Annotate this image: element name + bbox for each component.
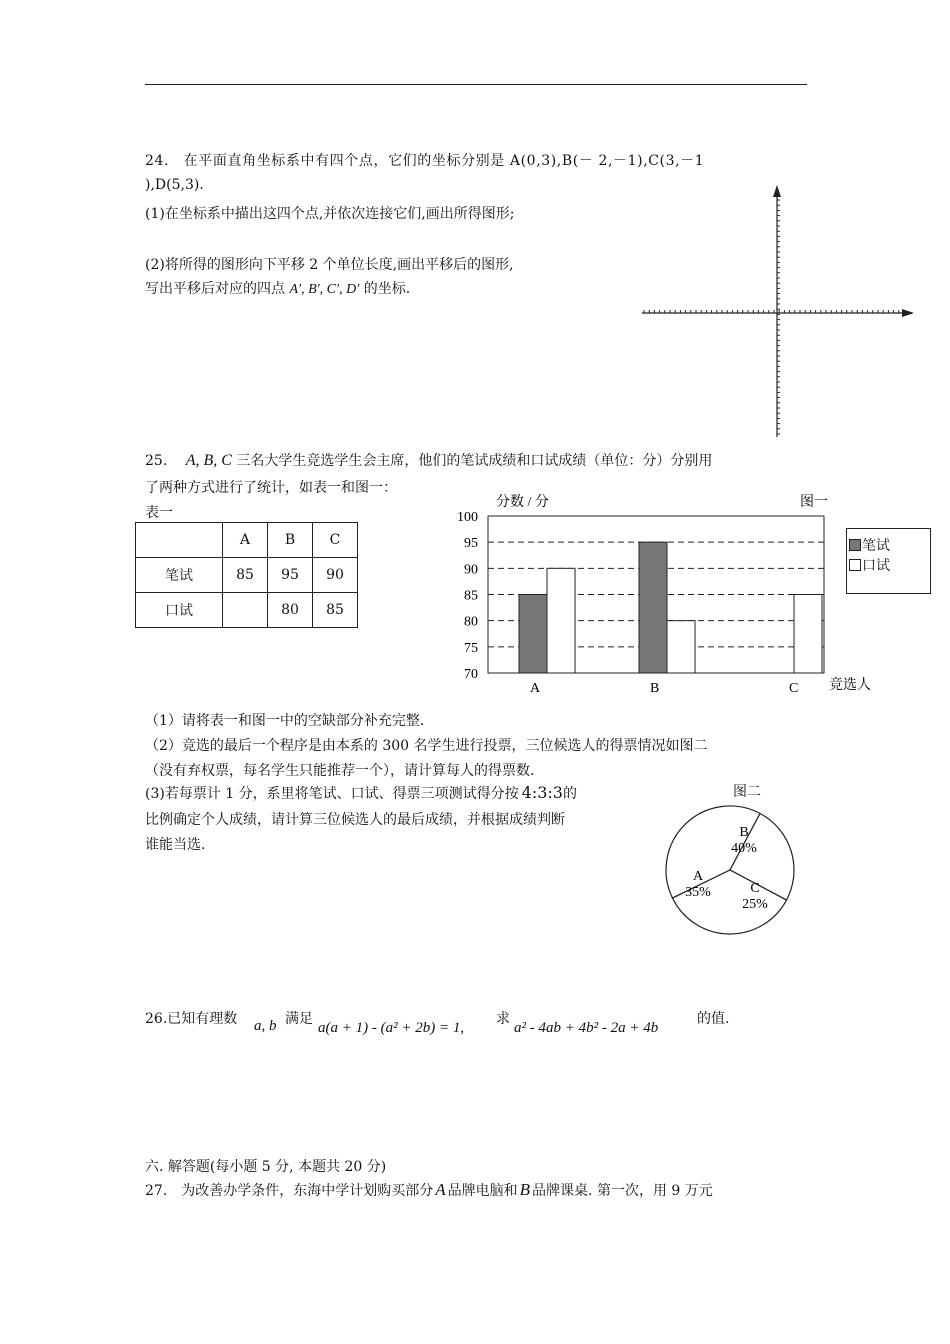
q26-expression: a² - 4ab + 4b² - 2a + 4b — [514, 1020, 659, 1036]
pie-slice-label: B — [739, 825, 749, 840]
q24-line2: ),D(5,3). — [145, 177, 204, 193]
y-tick-label: 95 — [464, 536, 478, 552]
pie-value-label: 40% — [731, 841, 757, 856]
q24-part2b-prefix: 写出平移后对应的四点 — [145, 281, 285, 297]
table-cell: 笔试 — [136, 558, 223, 593]
table-header-cell: B — [268, 523, 313, 558]
legend-swatch — [849, 539, 861, 551]
q26-vars: a, b — [254, 1018, 277, 1034]
y-tick-label: 100 — [457, 510, 478, 525]
legend-item — [849, 535, 890, 555]
pie-title: 图二 — [733, 784, 761, 800]
q27-prefix: 27. 为改善办学条件，东海中学计划购买部分 — [145, 1183, 434, 1199]
q25-num: 25. — [145, 453, 168, 469]
q24-part1: (1)在坐标系中描出这四个点,并依次连接它们,画出所得图形; — [145, 206, 515, 222]
q26-qiu: 求 — [496, 1011, 510, 1027]
q25-sub3b: 比例确定个人成绩，请计算三位候选人的最后成绩，并根据成绩判断 — [145, 812, 565, 828]
q27-var-b: B — [519, 1180, 531, 1199]
score-table — [135, 522, 358, 628]
q24-part2b-suffix: 的坐标. — [363, 281, 411, 297]
chart-legend — [846, 528, 931, 594]
chart-x-label: 竞选人 — [829, 678, 871, 693]
table-cell: 口试 — [136, 593, 223, 628]
q25-intro-rest: 三名大学生竞选学生会主席，他们的笔试成绩和口试成绩（单位：分）分别用 — [236, 453, 713, 469]
table-cell: 85 — [313, 593, 358, 628]
chart-title: 图一 — [800, 495, 828, 510]
table-cell: 80 — [268, 593, 313, 628]
y-axis-arrow-icon — [773, 185, 781, 197]
bar-C-oral — [794, 595, 822, 674]
q25-sub3a — [145, 783, 577, 803]
q25-intro-line2: 了两种方式进行了统计，如表一和图一： — [145, 480, 397, 496]
coordinate-axes — [640, 185, 920, 445]
legend-label: 笔试 — [862, 538, 890, 554]
q25-sub1: （1）请将表一和图一中的空缺部分补充完整. — [145, 713, 425, 729]
pie-chart — [660, 800, 800, 940]
q26-condition: a(a + 1) - (a² + 2b) = 1, — [318, 1020, 465, 1036]
legend-item — [849, 555, 890, 575]
q25-ratio: 4:3:3 — [521, 783, 563, 802]
table-header-row — [136, 523, 358, 558]
q27-mid: 品牌电脑和 — [447, 1183, 518, 1199]
q25-sub3c: 谁能当选. — [145, 837, 206, 853]
table-row — [136, 558, 358, 593]
table-title: 表一 — [145, 505, 173, 521]
table-cell: 90 — [313, 558, 358, 593]
q26-prefix: 26.已知有理数 — [145, 1011, 238, 1027]
q27-suffix: 品牌课桌. 第一次，用 9 万元 — [532, 1183, 713, 1199]
q24-line1: 24. 在平面直角坐标系中有四个点，它们的坐标分别是 A(0,3),B(－ 2,－1),C(3,－1 — [145, 153, 705, 169]
q24-part2a: (2)将所得的图形向下平移 2 个单位长度,画出平移后的图形, — [145, 257, 514, 273]
section-title: 六. 解答题(每小题 5 分, 本题共 20 分) — [145, 1159, 387, 1175]
header-rule — [145, 84, 807, 85]
table-header-cell: C — [313, 523, 358, 558]
table-row — [136, 593, 358, 628]
bar-A-written — [519, 595, 547, 674]
pie-slice-label: A — [692, 869, 704, 884]
q25-sub2b: （没有弃权票，每名学生只能推荐一个），请计算每人的得票数. — [145, 763, 535, 779]
pie-value-label: 35% — [685, 885, 711, 900]
q25-sub3a-text: (3)若每票计 1 分，系里将笔试、口试、得票三项测试得分按 — [145, 786, 519, 802]
bar-A-oral — [547, 568, 575, 673]
q24-points: A′, B′, C′, D′ — [289, 282, 360, 297]
q27-line — [145, 1180, 713, 1200]
q26-suffix: 的值. — [697, 1011, 730, 1027]
table-cell: 95 — [268, 558, 313, 593]
table-header-cell — [136, 523, 223, 558]
bar-B-written — [639, 542, 667, 673]
x-tick-label: A — [530, 681, 541, 696]
table-cell — [223, 593, 268, 628]
q25-vars: A, B, C — [185, 452, 232, 469]
y-tick-label: 80 — [464, 614, 478, 630]
q25-intro — [145, 450, 712, 470]
q27-var-a: A — [435, 1180, 446, 1199]
q25-sub2a: （2）竞选的最后一个程序是由本系的 300 名学生进行投票，三位候选人的得票情况如图二 — [145, 738, 708, 754]
q25-sub3a-end: 的 — [562, 786, 577, 802]
bar-chart — [440, 490, 885, 705]
x-tick-label: B — [650, 681, 660, 696]
legend-swatch — [849, 559, 861, 571]
chart-y-label: 分数 / 分 — [496, 495, 549, 510]
y-tick-label: 85 — [464, 588, 478, 604]
y-tick-label: 70 — [464, 667, 478, 682]
bar-B-oral — [667, 621, 695, 673]
q24-part2b — [145, 278, 410, 298]
pie-slice-label: C — [750, 881, 760, 896]
pie-value-label: 25% — [742, 897, 768, 912]
table-header-cell: A — [223, 523, 268, 558]
y-tick-label: 90 — [464, 562, 478, 578]
x-tick-label: C — [789, 681, 799, 696]
table-cell: 85 — [223, 558, 268, 593]
legend-label: 口试 — [862, 558, 890, 574]
x-axis-arrow-icon — [902, 309, 914, 317]
y-tick-label: 75 — [464, 640, 478, 656]
q26-mid: 满足 — [285, 1011, 313, 1027]
